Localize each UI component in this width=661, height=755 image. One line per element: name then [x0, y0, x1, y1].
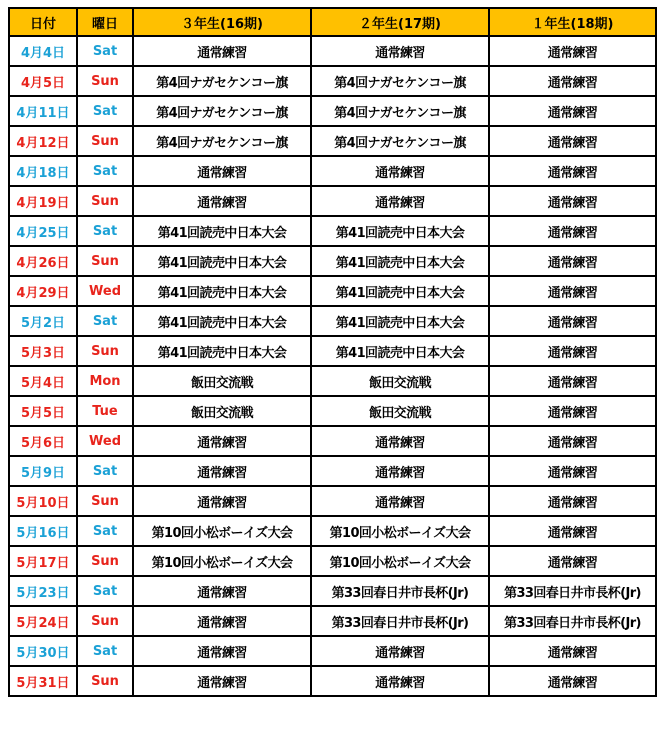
day-cell: Sat [77, 636, 133, 666]
grade1-event-cell: 通常練習 [489, 336, 656, 366]
table-row [9, 66, 656, 96]
grade3-event-cell: 第41回読売中日本大会 [133, 306, 311, 336]
table-row [9, 396, 656, 426]
date-cell: 5月17日 [9, 546, 77, 576]
day-cell: Wed [77, 276, 133, 306]
grade2-event-cell: 通常練習 [311, 186, 489, 216]
grade3-event-cell: 通常練習 [133, 456, 311, 486]
header-grade2: ２年生(17期) [311, 8, 489, 36]
grade2-event-cell: 第33回春日井市長杯(Jr) [311, 606, 489, 636]
date-cell: 5月2日 [9, 306, 77, 336]
table-row [9, 456, 656, 486]
grade3-event-cell: 第41回読売中日本大会 [133, 216, 311, 246]
grade2-event-cell: 飯田交流戦 [311, 396, 489, 426]
date-cell: 5月5日 [9, 396, 77, 426]
grade3-event-cell: 通常練習 [133, 576, 311, 606]
grade3-event-cell: 通常練習 [133, 666, 311, 696]
grade2-event-cell: 第41回読売中日本大会 [311, 216, 489, 246]
grade1-event-cell: 通常練習 [489, 546, 656, 576]
grade2-event-cell: 第41回読売中日本大会 [311, 276, 489, 306]
grade1-event-cell: 通常練習 [489, 36, 656, 66]
table-row [9, 486, 656, 516]
day-cell: Sun [77, 186, 133, 216]
date-cell: 4月26日 [9, 246, 77, 276]
grade2-event-cell: 第4回ナガセケンコー旗 [311, 96, 489, 126]
day-cell: Sat [77, 36, 133, 66]
date-cell: 4月18日 [9, 156, 77, 186]
date-cell: 5月23日 [9, 576, 77, 606]
grade1-event-cell: 通常練習 [489, 216, 656, 246]
grade2-event-cell: 第10回小松ボーイズ大会 [311, 546, 489, 576]
grade1-event-cell: 通常練習 [489, 306, 656, 336]
day-cell: Sat [77, 156, 133, 186]
grade3-event-cell: 飯田交流戦 [133, 366, 311, 396]
grade1-event-cell: 通常練習 [489, 456, 656, 486]
grade3-event-cell: 第10回小松ボーイズ大会 [133, 516, 311, 546]
grade3-event-cell: 通常練習 [133, 606, 311, 636]
date-cell: 4月5日 [9, 66, 77, 96]
day-cell: Sat [77, 96, 133, 126]
grade1-event-cell: 第33回春日井市長杯(Jr) [489, 576, 656, 606]
grade2-event-cell: 第41回読売中日本大会 [311, 246, 489, 276]
grade2-event-cell: 通常練習 [311, 666, 489, 696]
table-row [9, 336, 656, 366]
date-cell: 4月4日 [9, 36, 77, 66]
grade1-event-cell: 通常練習 [489, 636, 656, 666]
grade2-event-cell: 通常練習 [311, 156, 489, 186]
table-row [9, 606, 656, 636]
day-cell: Sun [77, 666, 133, 696]
date-cell: 5月4日 [9, 366, 77, 396]
grade2-event-cell: 通常練習 [311, 636, 489, 666]
date-cell: 5月6日 [9, 426, 77, 456]
table-row [9, 426, 656, 456]
grade1-event-cell: 通常練習 [489, 666, 656, 696]
grade3-event-cell: 第4回ナガセケンコー旗 [133, 96, 311, 126]
day-cell: Sat [77, 456, 133, 486]
grade3-event-cell: 通常練習 [133, 156, 311, 186]
grade2-event-cell: 通常練習 [311, 456, 489, 486]
grade3-event-cell: 通常練習 [133, 426, 311, 456]
table-row [9, 276, 656, 306]
date-cell: 4月12日 [9, 126, 77, 156]
grade1-event-cell: 通常練習 [489, 246, 656, 276]
schedule-table [8, 7, 657, 697]
day-cell: Sun [77, 246, 133, 276]
grade1-event-cell: 通常練習 [489, 396, 656, 426]
date-cell: 4月11日 [9, 96, 77, 126]
grade2-event-cell: 第33回春日井市長杯(Jr) [311, 576, 489, 606]
grade3-event-cell: 通常練習 [133, 636, 311, 666]
grade1-event-cell: 通常練習 [489, 126, 656, 156]
day-cell: Sat [77, 576, 133, 606]
grade2-event-cell: 通常練習 [311, 36, 489, 66]
header-row [9, 8, 656, 36]
day-cell: Sat [77, 306, 133, 336]
day-cell: Sun [77, 486, 133, 516]
grade2-event-cell: 第4回ナガセケンコー旗 [311, 66, 489, 96]
table-row [9, 156, 656, 186]
day-cell: Sat [77, 516, 133, 546]
date-cell: 4月19日 [9, 186, 77, 216]
table-row [9, 516, 656, 546]
date-cell: 5月30日 [9, 636, 77, 666]
date-cell: 5月9日 [9, 456, 77, 486]
date-cell: 4月29日 [9, 276, 77, 306]
grade1-event-cell: 通常練習 [489, 486, 656, 516]
day-cell: Tue [77, 396, 133, 426]
table-row [9, 36, 656, 66]
header-grade1: １年生(18期) [489, 8, 656, 36]
grade3-event-cell: 第41回読売中日本大会 [133, 276, 311, 306]
table-row [9, 306, 656, 336]
header-grade3: ３年生(16期) [133, 8, 311, 36]
schedule-container [8, 7, 657, 697]
grade3-event-cell: 通常練習 [133, 186, 311, 216]
date-cell: 5月24日 [9, 606, 77, 636]
grade1-event-cell: 通常練習 [489, 516, 656, 546]
grade1-event-cell: 第33回春日井市長杯(Jr) [489, 606, 656, 636]
grade1-event-cell: 通常練習 [489, 276, 656, 306]
header-day: 曜日 [77, 8, 133, 36]
grade1-event-cell: 通常練習 [489, 426, 656, 456]
table-row [9, 546, 656, 576]
grade3-event-cell: 第4回ナガセケンコー旗 [133, 126, 311, 156]
date-cell: 5月3日 [9, 336, 77, 366]
table-row [9, 576, 656, 606]
table-row [9, 666, 656, 696]
table-row [9, 126, 656, 156]
date-cell: 5月31日 [9, 666, 77, 696]
table-row [9, 216, 656, 246]
grade2-event-cell: 第4回ナガセケンコー旗 [311, 126, 489, 156]
date-cell: 5月16日 [9, 516, 77, 546]
grade3-event-cell: 通常練習 [133, 36, 311, 66]
grade2-event-cell: 第10回小松ボーイズ大会 [311, 516, 489, 546]
grade2-event-cell: 通常練習 [311, 426, 489, 456]
header-date: 日付 [9, 8, 77, 36]
grade2-event-cell: 第41回読売中日本大会 [311, 306, 489, 336]
day-cell: Sun [77, 66, 133, 96]
day-cell: Sun [77, 546, 133, 576]
grade3-event-cell: 第10回小松ボーイズ大会 [133, 546, 311, 576]
table-row [9, 246, 656, 276]
grade2-event-cell: 通常練習 [311, 486, 489, 516]
grade1-event-cell: 通常練習 [489, 66, 656, 96]
date-cell: 4月25日 [9, 216, 77, 246]
table-row [9, 366, 656, 396]
grade1-event-cell: 通常練習 [489, 366, 656, 396]
date-cell: 5月10日 [9, 486, 77, 516]
table-row [9, 186, 656, 216]
table-row [9, 636, 656, 666]
grade3-event-cell: 通常練習 [133, 486, 311, 516]
grade2-event-cell: 飯田交流戦 [311, 366, 489, 396]
grade3-event-cell: 第41回読売中日本大会 [133, 336, 311, 366]
day-cell: Sun [77, 336, 133, 366]
grade3-event-cell: 第4回ナガセケンコー旗 [133, 66, 311, 96]
grade3-event-cell: 飯田交流戦 [133, 396, 311, 426]
grade1-event-cell: 通常練習 [489, 186, 656, 216]
grade3-event-cell: 第41回読売中日本大会 [133, 246, 311, 276]
table-body [9, 36, 656, 696]
grade1-event-cell: 通常練習 [489, 96, 656, 126]
table-header [9, 8, 656, 36]
day-cell: Sat [77, 216, 133, 246]
grade2-event-cell: 第41回読売中日本大会 [311, 336, 489, 366]
table-row [9, 96, 656, 126]
day-cell: Sun [77, 126, 133, 156]
grade1-event-cell: 通常練習 [489, 156, 656, 186]
day-cell: Mon [77, 366, 133, 396]
day-cell: Sun [77, 606, 133, 636]
day-cell: Wed [77, 426, 133, 456]
